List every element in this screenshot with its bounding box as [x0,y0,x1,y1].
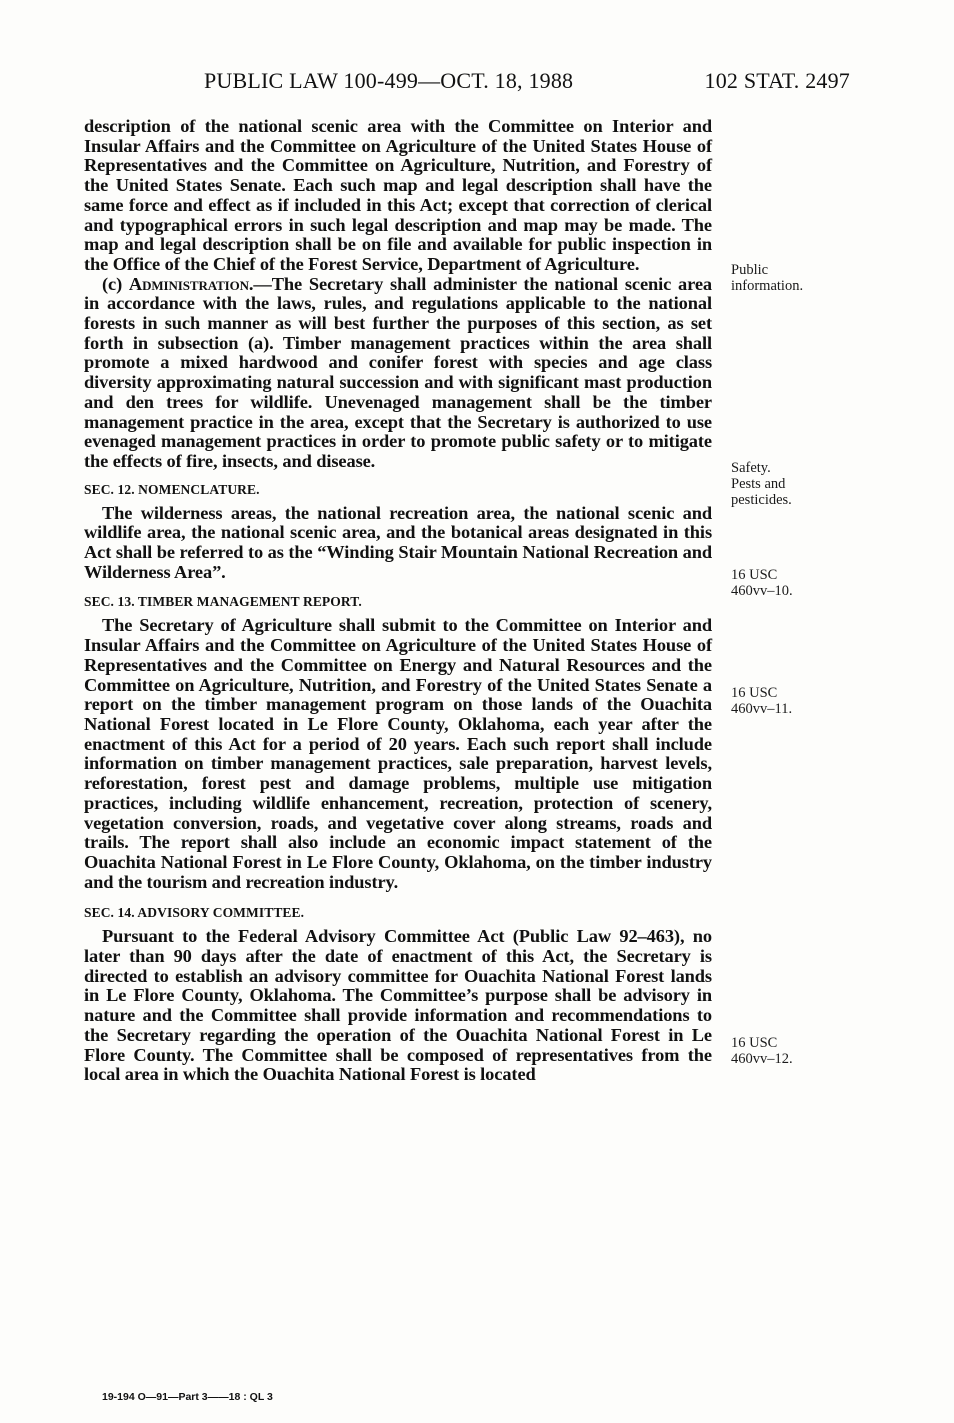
margin-note-line: 460vv–11. [731,701,793,717]
margin-note-public-information [731,262,851,294]
margin-note-usc-sec14 [731,1035,851,1067]
margin-note-line: information. [731,278,804,294]
print-footer-code: 19-194 O—91—Part 3——18 : QL 3 [102,1391,273,1403]
margin-note-line: Pests and [731,476,786,492]
paragraph-administration [84,275,712,472]
margin-note-line: 16 USC [731,567,778,583]
section-13-heading: SEC. 13. TIMBER MANAGEMENT REPORT. [84,594,362,610]
margin-note-line: pesticides. [731,492,792,508]
subsection-dash: .— [248,273,272,294]
section-12-text: The wilderness areas, the national recreation area, the national scenic and wildlife area, the national scenic area, and the botanical areas designated in this Act shall be referred to as the “Winding Stair Mountain National Recreation and Wilderness Area”. [84,502,712,582]
section-14-heading: SEC. 14. ADVISORY COMMITTEE. [84,905,305,921]
margin-note-line: Public [731,262,769,278]
paragraph-continued: description of the national scenic area with the Committee on Interior and Insular Affairs and the Committee on Agriculture of the United States House of Representatives and the Committee on Agriculture, Nutrition, and Forestry of the United States Senate. Each such map and legal description shall have the same force and effect as if included in this Act; except that correction of clerical and typographical errors in such legal description and map may be made. The map and legal description shall be on file and available for public inspection in the Office of the Chief of the Forest Service, Department of Agriculture. [84,116,712,274]
document-body [84,117,712,1085]
statute-page-number: 102 STAT. 2497 [704,68,850,93]
section-12-heading: SEC. 12. NOMENCLATURE. [84,481,260,497]
subsection-label: (c) [102,273,129,294]
page-header [86,68,850,98]
section-14-text: Pursuant to the Federal Advisory Committee Act (Public Law 92–463), no later than 90 days after the date of enactment of this Act, the Secretary is directed to establish an advisory committee for Ouachita National Forest lands in Le Flore County, Oklahoma. The Committee’s purpose shall be advisory in nature and the Committee shall provide information and recommendations to the Secretary regarding the operation of the Ouachita National Forest in Le Flore County. The Committee shall be composed of representatives from the local area in which the Ouachita National Forest is located [84,926,712,1085]
margin-note-line: 460vv–12. [731,1051,793,1067]
margin-note-safety [731,460,851,508]
margin-note-line: 460vv–10. [731,583,793,599]
subsection-heading: Administration [128,273,249,294]
margin-note-usc-sec13 [731,685,851,717]
page-title: PUBLIC LAW 100-499—OCT. 18, 1988 [204,68,574,93]
margin-note-line: Safety. [731,460,771,476]
margin-note-line: 16 USC [731,1035,778,1051]
subsection-text: The Secretary shall administer the national scenic area in accordance with the laws, rules, and regulations applicable to the national forests in such manner as will best further the purposes of this section, as set forth in subsection (a). Timber management practices within the area shall promote a mixed hardwood and conifer forest with species and age class diversity approximating natural succession and with significant mast production and den trees for wildlife. Unevenaged management shall be the timber management practice in the area, except that the Secretary is authorized to use evenaged management practices in order to promote public safety or to mitigate the effects of fire, insects, and disease. [84,273,712,471]
margin-note-usc-sec12 [731,567,851,599]
margin-note-line: 16 USC [731,685,778,701]
section-13-text: The Secretary of Agriculture shall submit to the Committee on Interior and Insular Affairs and the Committee on Agriculture of the United States House of Representatives and the Committee on Energy and Natural Resources and the Committee on Agriculture, Nutrition, and Forestry of the United States Senate a report on the timber management program on those lands of the Ouachita National Forest located in Le Flore County, Oklahoma, each year after the enactment of this Act for a period of 20 years. Each such report shall include information on timber management practices, sale preparation, harvest levels, reforestation, forest pest and damage problems, multiple use mitigation practices, including wildlife enhancement, recreation, protection of scenery, vegetation conversion, roads, and vegetative cover along streams, roads and trails. The report shall also include an economic impact statement of the Ouachita National Forest in Le Flore County, Oklahoma, on the timber industry and the tourism and recreation industry. [84,615,712,892]
